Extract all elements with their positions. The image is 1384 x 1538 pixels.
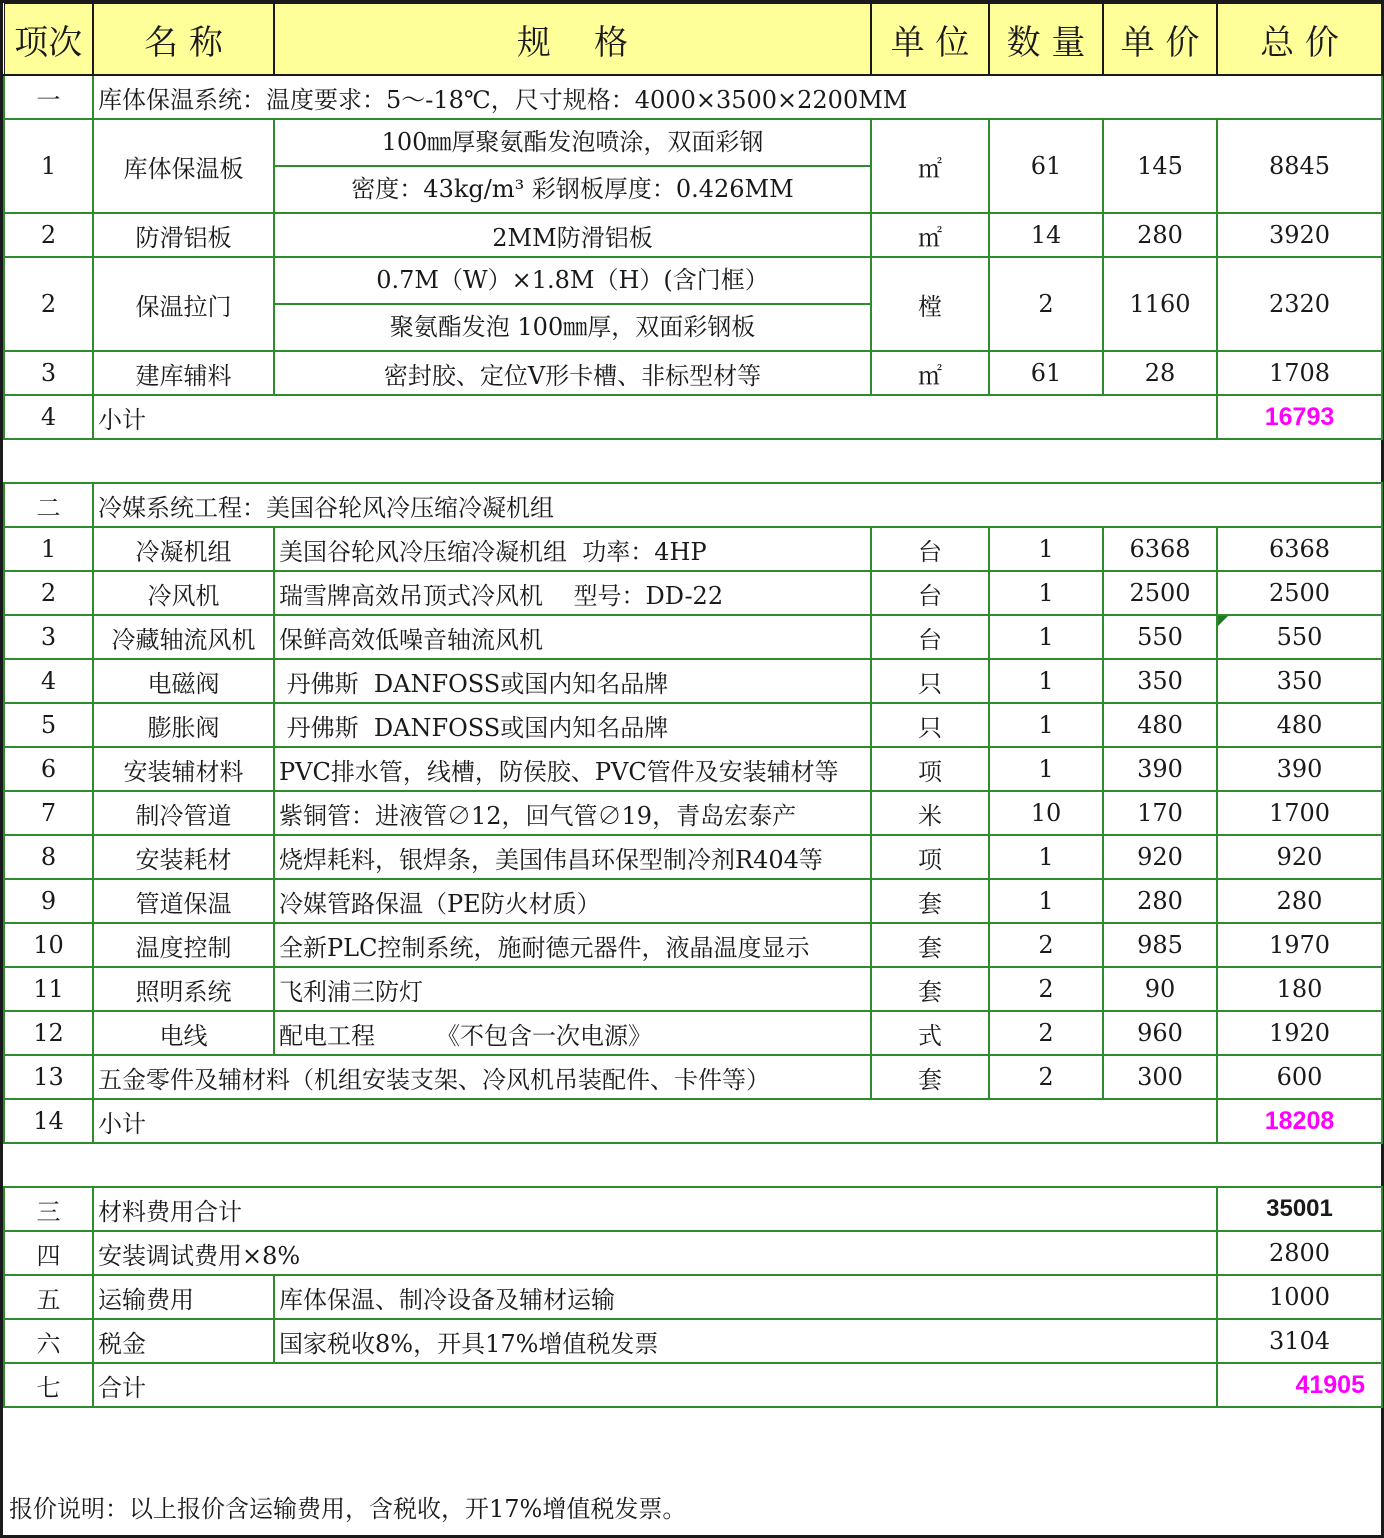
section-title: 冷媒系统工程：美国谷轮风冷压缩冷凝机组 — [93, 483, 1382, 527]
row-unit: 套 — [871, 1055, 989, 1099]
row-number: 2 — [4, 571, 93, 615]
row-total: 1920 — [1217, 1011, 1382, 1055]
row-total: 2320 — [1217, 257, 1382, 351]
subtotal-label: 小计 — [93, 1099, 1217, 1143]
summary-label: 合计 — [93, 1363, 1217, 1407]
row-qty: 2 — [989, 923, 1103, 967]
summary-number: 七 — [4, 1363, 93, 1407]
row-number: 2 — [4, 213, 93, 257]
row-number: 5 — [4, 703, 93, 747]
row-unit: 套 — [871, 923, 989, 967]
header-unit: 单 位 — [871, 4, 989, 76]
row-name: 五金零件及辅材料（机组安装支架、冷风机吊装配件、卡件等） — [93, 1055, 871, 1099]
row-spec: 配电工程 《不包含一次电源》 — [274, 1011, 871, 1055]
row-name: 安装辅材料 — [93, 747, 274, 791]
row-unit: 台 — [871, 571, 989, 615]
header-item: 项次 — [4, 4, 93, 76]
header-spec: 规 格 — [274, 4, 871, 76]
row-total — [1217, 615, 1382, 659]
row-qty: 1 — [989, 747, 1103, 791]
row-unit: 项 — [871, 835, 989, 879]
spec-line: 密度：43kg/m³ 彩钢板厚度：0.426MM — [351, 175, 794, 203]
subtotal-row — [4, 1099, 1382, 1143]
row-number: 4 — [4, 659, 93, 703]
row-number: 13 — [4, 1055, 93, 1099]
summary-row — [4, 1319, 1382, 1363]
row-total: 8845 — [1217, 119, 1382, 213]
row-qty: 1 — [989, 659, 1103, 703]
summary-number: 四 — [4, 1231, 93, 1275]
row-spec — [274, 119, 871, 213]
summary-row — [4, 1231, 1382, 1275]
row-name: 库体保温板 — [93, 119, 274, 213]
row-total: 480 — [1217, 703, 1382, 747]
row-number: 2 — [4, 257, 93, 351]
summary-desc: 国家税收8%，开具17%增值税发票 — [274, 1319, 1217, 1363]
header-total: 总 价 — [1217, 4, 1382, 76]
row-number: 6 — [4, 747, 93, 791]
row-price: 300 — [1103, 1055, 1217, 1099]
spec-line: 聚氨酯发泡 100㎜厚，双面彩钢板 — [389, 313, 756, 341]
spec-line: 0.7M（W）×1.8M（H）(含门框） — [275, 258, 870, 305]
row-qty: 1 — [989, 571, 1103, 615]
row-unit: 套 — [871, 967, 989, 1011]
row-total: 1970 — [1217, 923, 1382, 967]
row-price: 145 — [1103, 119, 1217, 213]
row-qty: 2 — [989, 1011, 1103, 1055]
summary-row — [4, 1275, 1382, 1319]
table-row — [4, 703, 1382, 747]
row-spec: 保鲜高效低噪音轴流风机 — [274, 615, 871, 659]
subtotal-value: 16793 — [1217, 395, 1382, 439]
row-spec: 烧焊耗料，银焊条，美国伟昌环保型制冷剂R404等 — [274, 835, 871, 879]
row-unit: 项 — [871, 747, 989, 791]
row-spec: 2MM防滑铝板 — [274, 213, 871, 257]
summary-label: 税金 — [93, 1319, 274, 1363]
row-price: 390 — [1103, 747, 1217, 791]
quote-table — [3, 3, 1383, 1408]
row-unit: ㎡ — [871, 213, 989, 257]
section-title: 库体保温系统：温度要求：5～-18℃，尺寸规格：4000×3500×2200MM — [93, 75, 1382, 119]
table-row — [4, 879, 1382, 923]
row-unit: 只 — [871, 659, 989, 703]
row-spec: 美国谷轮风冷压缩冷凝机组 功率：4HP — [274, 527, 871, 571]
row-price: 480 — [1103, 703, 1217, 747]
row-total: 600 — [1217, 1055, 1382, 1099]
row-unit: 只 — [871, 703, 989, 747]
table-row — [4, 747, 1382, 791]
row-total: 390 — [1217, 747, 1382, 791]
section-number: 一 — [4, 75, 93, 119]
row-unit: 套 — [871, 879, 989, 923]
row-qty: 1 — [989, 527, 1103, 571]
row-number: 1 — [4, 527, 93, 571]
row-spec: 紫铜管：进液管∅12，回气管∅19，青岛宏泰产 — [274, 791, 871, 835]
row-number: 10 — [4, 923, 93, 967]
row-qty: 1 — [989, 835, 1103, 879]
summary-number: 六 — [4, 1319, 93, 1363]
subtotal-row — [4, 395, 1382, 439]
row-number: 11 — [4, 967, 93, 1011]
row-total: 1700 — [1217, 791, 1382, 835]
row-qty: 1 — [989, 615, 1103, 659]
row-total: 1708 — [1217, 351, 1382, 395]
row-unit: 台 — [871, 615, 989, 659]
subtotal-value: 18208 — [1217, 1099, 1382, 1143]
row-total: 920 — [1217, 835, 1382, 879]
row-qty: 2 — [989, 1055, 1103, 1099]
row-unit: 式 — [871, 1011, 989, 1055]
row-unit: 米 — [871, 791, 989, 835]
spacer-row — [4, 439, 1382, 483]
row-name: 冷凝机组 — [93, 527, 274, 571]
summary-value: 1000 — [1217, 1275, 1382, 1319]
row-price: 2500 — [1103, 571, 1217, 615]
row-number: 9 — [4, 879, 93, 923]
row-price: 350 — [1103, 659, 1217, 703]
spacer-row — [4, 1143, 1382, 1187]
table-row — [4, 257, 1382, 351]
header-qty: 数 量 — [989, 4, 1103, 76]
table-row — [4, 1055, 1382, 1099]
row-name: 建库辅料 — [93, 351, 274, 395]
summary-value: 3104 — [1217, 1319, 1382, 1363]
row-qty: 2 — [989, 967, 1103, 1011]
spec-line: 100㎜厚聚氨酯发泡喷涂，双面彩钢 — [275, 120, 870, 167]
row-spec: PVC排水管，线槽，防侯胶、PVC管件及安装辅材等 — [274, 747, 871, 791]
table-row — [4, 659, 1382, 703]
row-qty: 61 — [989, 351, 1103, 395]
row-name: 膨胀阀 — [93, 703, 274, 747]
table-row — [4, 119, 1382, 213]
summary-label: 运输费用 — [93, 1275, 274, 1319]
row-total: 280 — [1217, 879, 1382, 923]
header-name: 名 称 — [93, 4, 274, 76]
row-number: 12 — [4, 1011, 93, 1055]
subtotal-label: 小计 — [93, 395, 1217, 439]
grand-total-value: 41905 — [1217, 1363, 1382, 1407]
table-row — [4, 351, 1382, 395]
row-name: 防滑铝板 — [93, 213, 274, 257]
row-name: 温度控制 — [93, 923, 274, 967]
quote-note: 报价说明：以上报价含运输费用，含税收，开17%增值税发票。 — [9, 1495, 687, 1523]
summary-row — [4, 1187, 1382, 1231]
row-price: 90 — [1103, 967, 1217, 1011]
row-number: 4 — [4, 395, 93, 439]
comment-marker-icon — [1218, 616, 1228, 626]
table-row — [4, 615, 1382, 659]
row-price: 170 — [1103, 791, 1217, 835]
row-price: 920 — [1103, 835, 1217, 879]
row-total: 180 — [1217, 967, 1382, 1011]
row-number: 14 — [4, 1099, 93, 1143]
row-number: 7 — [4, 791, 93, 835]
row-spec — [274, 257, 871, 351]
row-unit: 樘 — [871, 257, 989, 351]
row-qty: 2 — [989, 257, 1103, 351]
row-name: 管道保温 — [93, 879, 274, 923]
row-name: 冷藏轴流风机 — [93, 615, 274, 659]
row-name: 电线 — [93, 1011, 274, 1055]
row-qty: 1 — [989, 879, 1103, 923]
row-name: 保温拉门 — [93, 257, 274, 351]
row-spec: 丹佛斯 DANFOSS或国内知名品牌 — [274, 703, 871, 747]
table-row — [4, 967, 1382, 1011]
summary-number: 三 — [4, 1187, 93, 1231]
row-price: 280 — [1103, 879, 1217, 923]
section-title-row — [4, 75, 1382, 119]
row-spec: 密封胶、定位V形卡槽、非标型材等 — [274, 351, 871, 395]
summary-number: 五 — [4, 1275, 93, 1319]
row-price: 960 — [1103, 1011, 1217, 1055]
row-spec: 冷媒管路保温（PE防火材质） — [274, 879, 871, 923]
row-qty: 14 — [989, 213, 1103, 257]
header-price: 单 价 — [1103, 4, 1217, 76]
row-total-value: 550 — [1276, 623, 1323, 651]
row-qty: 10 — [989, 791, 1103, 835]
summary-label: 材料费用合计 — [93, 1187, 1217, 1231]
row-spec: 飞利浦三防灯 — [274, 967, 871, 1011]
row-spec: 丹佛斯 DANFOSS或国内知名品牌 — [274, 659, 871, 703]
table-row — [4, 571, 1382, 615]
row-total: 350 — [1217, 659, 1382, 703]
row-qty: 1 — [989, 703, 1103, 747]
row-price: 985 — [1103, 923, 1217, 967]
row-number: 8 — [4, 835, 93, 879]
header-row — [4, 4, 1382, 76]
summary-row — [4, 1363, 1382, 1407]
section-title-row — [4, 483, 1382, 527]
row-unit: ㎡ — [871, 119, 989, 213]
row-name: 安装耗材 — [93, 835, 274, 879]
summary-desc: 库体保温、制冷设备及辅材运输 — [274, 1275, 1217, 1319]
table-row — [4, 923, 1382, 967]
section-number: 二 — [4, 483, 93, 527]
table-row — [4, 213, 1382, 257]
row-unit: 台 — [871, 527, 989, 571]
row-price: 6368 — [1103, 527, 1217, 571]
row-price: 1160 — [1103, 257, 1217, 351]
table-row — [4, 791, 1382, 835]
row-name: 照明系统 — [93, 967, 274, 1011]
summary-value: 35001 — [1217, 1187, 1382, 1231]
row-price: 28 — [1103, 351, 1217, 395]
row-spec: 瑞雪牌高效吊顶式冷风机 型号：DD-22 — [274, 571, 871, 615]
row-number: 1 — [4, 119, 93, 213]
row-total: 2500 — [1217, 571, 1382, 615]
row-spec: 全新PLC控制系统，施耐德元器件，液晶温度显示 — [274, 923, 871, 967]
table-row — [4, 527, 1382, 571]
table-row — [4, 835, 1382, 879]
row-price: 550 — [1103, 615, 1217, 659]
row-price: 280 — [1103, 213, 1217, 257]
row-name: 电磁阀 — [93, 659, 274, 703]
row-total: 6368 — [1217, 527, 1382, 571]
table-row — [4, 1011, 1382, 1055]
row-number: 3 — [4, 351, 93, 395]
summary-label: 安装调试费用×8% — [93, 1231, 1217, 1275]
row-number: 3 — [4, 615, 93, 659]
row-unit: ㎡ — [871, 351, 989, 395]
summary-value: 2800 — [1217, 1231, 1382, 1275]
row-name: 制冷管道 — [93, 791, 274, 835]
row-name: 冷风机 — [93, 571, 274, 615]
row-qty: 61 — [989, 119, 1103, 213]
row-total: 3920 — [1217, 213, 1382, 257]
